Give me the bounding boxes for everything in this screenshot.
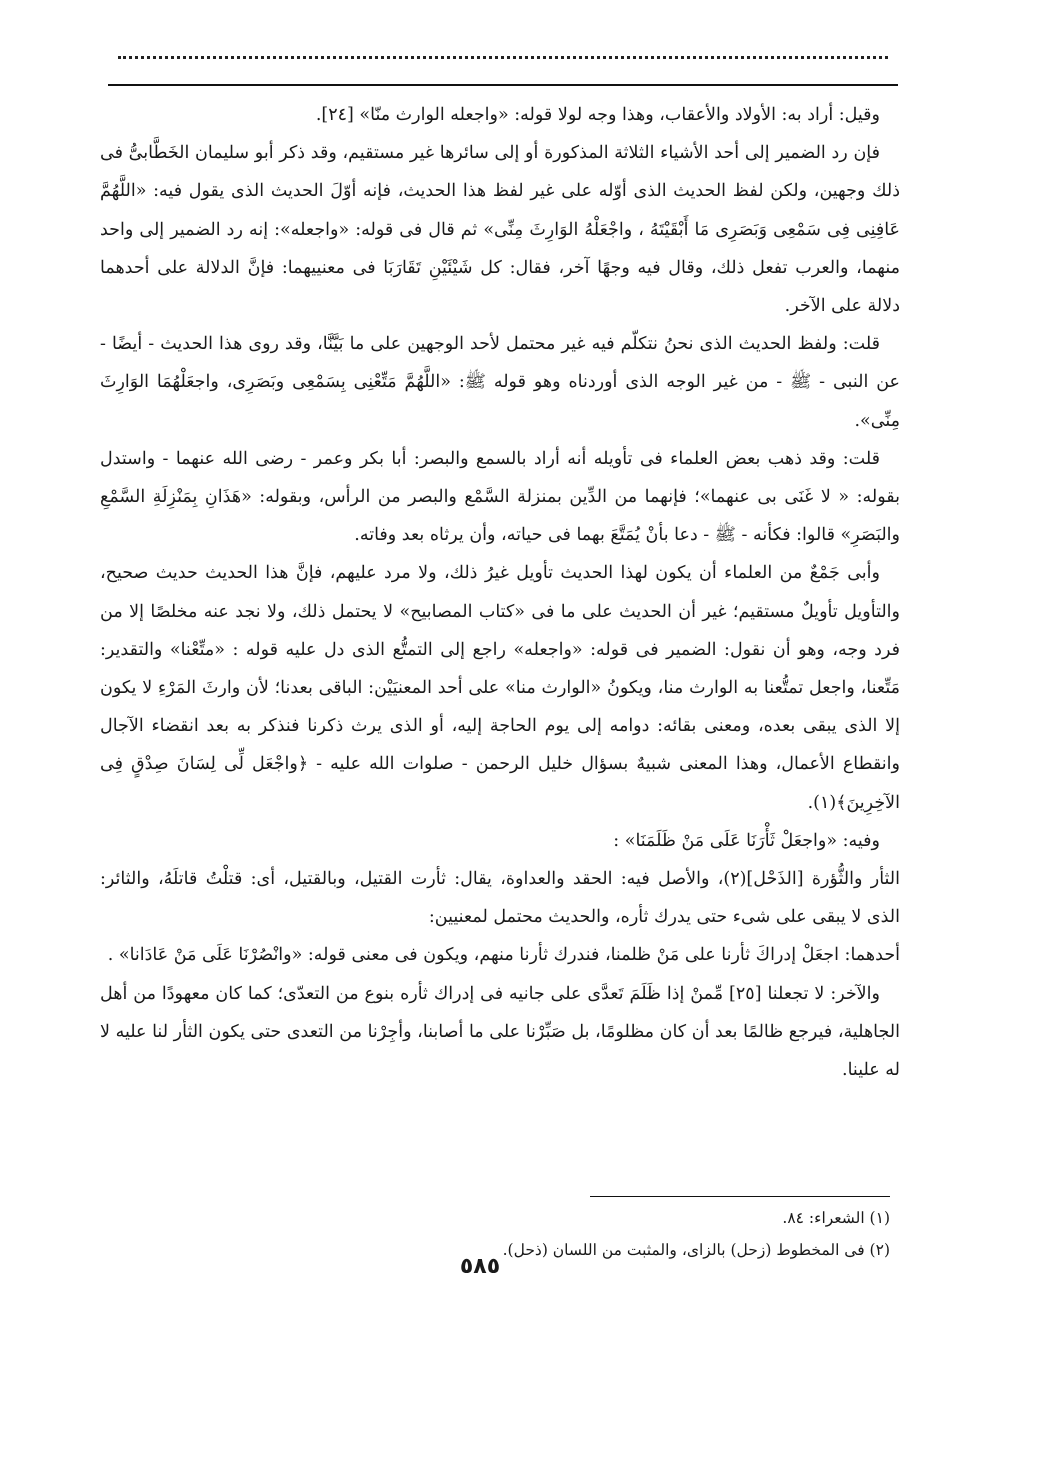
footnote: (١) الشعراء: ٨٤. xyxy=(782,1209,890,1227)
header-dotted-line xyxy=(118,56,888,69)
paragraph: وأبى جَمْعٌ من العلماء أن يكون لهذا الحديث تأويل غيرُ ذلك، ولا مرد عليهم، فإنَّ هذا الحديث حديث صحيح، والتأويل تأويلٌ مستقيم؛ غير أن الحديث على ما فى «كتاب المصابيح» لا يحتمل ذلك، ولا نجد عنه مخلصًا إلا من فرد وجه، وهو أن نقول: الضمير فى قوله: «واجعله» راجع إلى التمتُّع الذى دل عليه قوله : «متِّعْنا» والتقدير: مَتِّعنا، واجعل تمتُّعنا به الوارث منا، ويكونُ «الوارث منا» على أحد المعنيَيْن: الباقى بعدنا؛ لأن وارثَ المَرْءِ لا يكون إلا الذى يبقى بعده، ومعنى بقائه: دوامه إلى يوم الحاجة إليه، أو الذى يرث ذكرنا فنذكر به بعد انقضاء الآجال وانقطاع الأعمال، وهذا المعنى شبيهٌ بسؤال خليل الرحمن - صلوات الله عليه - ﴿واجْعَل لِّى لِسَانَ صِدْقٍ فِى الآخِرِينَ﴾(١). xyxy=(100,563,900,813)
header-rule xyxy=(108,84,898,86)
paragraph: وقيل: أراد به: الأولاد والأعقاب، وهذا وجه لولا قوله: «واجعله الوارث منّا» [٢٤]. xyxy=(315,105,880,125)
paragraph: فإن رد الضمير إلى أحد الأشياء الثلاثة المذكورة أو إلى سائرها غير مستقيم، وقد ذكر أبو سليمان الخَطَّابىُّ فى ذلك وجهين، ولكن لفظ الحديث الذى أوّله على غير لفظ هذا الحديث، فإنه أوّلَ الحديث الذى يقول فيه: «اللَّهُمَّ عَافِنِى فِى سَمْعِى وَبَصَرِى مَا أَبْقَيْتَهُ ، واجْعَلْهُ الوَارِثَ مِنِّى» ثم قال فى قوله: «واجعله»: إنه رد الضمير إلى واحد منهما، والعرب تفعل ذلك، وقال فيه وجهًا آخر، فقال: كل شَيْئَيْنِ تَقَارَبَا فى معنييهما: فإنَّ الدلالة على أحدهما دلالة على الآخر. xyxy=(100,143,900,317)
main-text xyxy=(100,96,900,1089)
paragraph: الثأر والثُّؤرة [الذَحْل](٢)، والأصل فيه: الحقد والعداوة، يقال: ثأرت القتيل، وبالقتيل، أى: قتلْتُ قاتلَهُ، والثائر: الذى لا يبقى على شىء حتى يدرك ثأره، والحديث محتمل لمعنيين: xyxy=(100,869,901,928)
footnote-separator xyxy=(590,1196,890,1197)
paragraph: أحدهما: اجعَلْ إدراكَ ثأرنا على مَنْ ظلمنا، فندرك ثأرنا منهم، ويكون فى معنى قوله: «وانْصُرْنَا عَلَى مَنْ عَادَانا» . xyxy=(107,945,900,966)
footnote: (٢) فى المخطوط (زحل) بالزاى، والمثبت من اللسان (ذحل). xyxy=(502,1241,890,1259)
footnotes xyxy=(300,1202,890,1266)
paragraph: والآخر: لا تجعلنا [٢٥] مِّمنْ إذا ظَلَمَ تَعدَّى على جانيه فى إدراك ثأره بنوع من التعدّى؛ كما كان معهودًا من أهل الجاهلية، فيرجع ظالمًا بعد أن كان مظلومًا، بل صَبِّرْنا على ما أصابنا، وأجِرْنا من التعدى حتى يكون الثأر لنا عليه لا له علينا. xyxy=(100,983,900,1081)
page-number: ٥٨٥ xyxy=(459,1254,501,1279)
paragraph: قلت: وقد ذهب بعض العلماء فى تأويله أنه أراد بالسمع والبصر: أبا بكر وعمر - رضى الله عنهما - واستدل بقوله: « لا غَنَى بى عنهما»؛ فإنهما من الدِّين بمنزلة السَّمْع والبصر من الرأس، وبقوله: «هَذَانِ بِمَنْزِلَةِ السَّمْعِ والبَصَرِ» قالوا: فكأنه - ﷺ - دعا بأنْ يُمَتَّعَ بهما فى حياته، وأن يرثاه بعد وفاته. xyxy=(100,448,900,546)
paragraph: وفيه: «واجعَلْ ثَأْرَنَا عَلَى مَنْ ظَلَمَنَا» : xyxy=(613,830,880,851)
paragraph: قلت: ولفظ الحديث الذى نحنُ نتكلّم فيه غير محتمل لأحد الوجهين على ما بَيَّنَّا، وقد روى هذا الحديث - أيضًا - عن النبى - ﷺ - من غير الوجه الذى أوردناه وهو قوله ﷺ: «اللَّهُمَّ مَتِّعْنِى بِسَمْعِى وبَصَرِى، واجعَلْهُمَا الوَارِثَ مِنِّى». xyxy=(100,334,900,431)
